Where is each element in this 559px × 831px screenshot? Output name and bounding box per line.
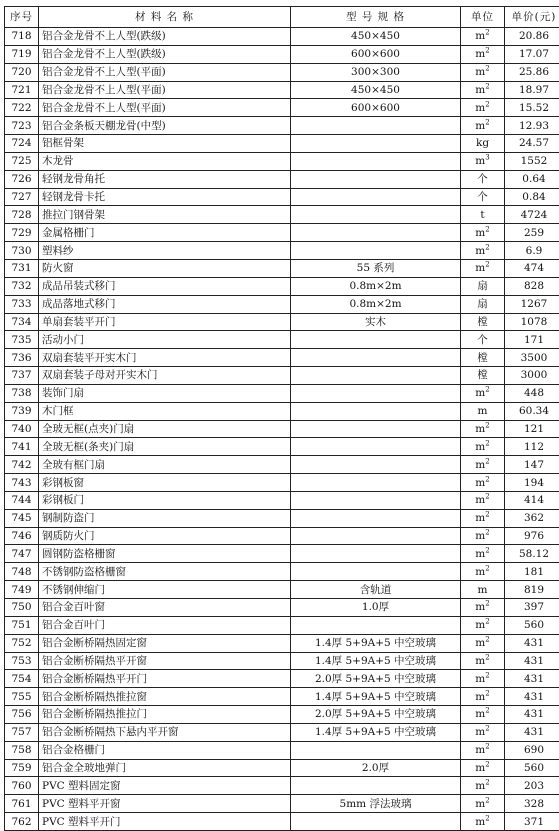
spec-cell	[291, 242, 461, 260]
unit-cell: 扇	[461, 277, 505, 295]
unit-cell: 樘	[461, 313, 505, 331]
unit-cell: 樘	[461, 367, 505, 385]
unit-price-cell: 828	[505, 277, 559, 295]
spec-cell: 5mm 浮法玻璃	[291, 795, 461, 813]
unit-price-cell: 20.86	[505, 28, 559, 46]
unit-price-cell: 448	[505, 384, 559, 402]
material-name-cell: 铝合金断桥隔热平开窗	[39, 652, 291, 670]
spec-cell	[291, 135, 461, 153]
row-number-cell: 754	[5, 670, 39, 688]
row-number-cell: 749	[5, 581, 39, 599]
material-name-cell: 全玻无框(点夹)门扇	[39, 420, 291, 438]
table-row	[5, 723, 559, 741]
table-row	[5, 509, 559, 527]
spec-cell: 1.4厚 5+9A+5 中空玻璃	[291, 652, 461, 670]
material-name-cell: 铝合金断桥隔热平开门	[39, 670, 291, 688]
unit-cell: $m^2$	[461, 456, 505, 474]
unit-cell: $m^2$	[461, 45, 505, 63]
unit-price-cell: 194	[505, 474, 559, 492]
unit-cell: $m^2$	[461, 259, 505, 277]
spec-cell	[291, 206, 461, 224]
material-name-cell: 推拉门钢骨架	[39, 206, 291, 224]
spec-cell	[291, 545, 461, 563]
material-name-cell: 铝合金全玻地弹门	[39, 759, 291, 777]
row-number-cell: 723	[5, 117, 39, 135]
table-row	[5, 634, 559, 652]
unit-price-cell: 1552	[505, 152, 559, 170]
unit-price-cell: 431	[505, 652, 559, 670]
spec-cell	[291, 367, 461, 385]
spec-cell	[291, 741, 461, 759]
header-price: 单价(元)	[505, 7, 559, 28]
unit-price-cell: 371	[505, 813, 559, 831]
unit-cell: $m^2$	[461, 527, 505, 545]
material-name-cell: 单扇套装平开门	[39, 313, 291, 331]
material-name-cell: 铝合金断桥隔热固定窗	[39, 634, 291, 652]
header-name: 材 料 名 称	[39, 7, 291, 28]
material-name-cell: 铝合金龙骨不上人型(平面)	[39, 81, 291, 99]
unit-cell: 个	[461, 331, 505, 349]
table-row	[5, 117, 559, 135]
unit-price-cell: 24.57	[505, 135, 559, 153]
material-name-cell: 金属格栅门	[39, 224, 291, 242]
unit-price-cell: 60.34	[505, 402, 559, 420]
spec-cell	[291, 438, 461, 456]
table-row	[5, 420, 559, 438]
unit-price-cell: 181	[505, 563, 559, 581]
table-row	[5, 652, 559, 670]
unit-price-cell: 58.12	[505, 545, 559, 563]
material-name-cell: 双扇套装子母对开实木门	[39, 367, 291, 385]
unit-cell: $m^2$	[461, 28, 505, 46]
header-spec: 型 号 规 格	[291, 7, 461, 28]
unit-price-cell: 147	[505, 456, 559, 474]
spec-cell: 600×600	[291, 45, 461, 63]
material-name-cell: 铝合金龙骨不上人型(平面)	[39, 63, 291, 81]
unit-price-cell: 1078	[505, 313, 559, 331]
table-row	[5, 242, 559, 260]
spec-cell	[291, 152, 461, 170]
spec-cell	[291, 420, 461, 438]
row-number-cell: 720	[5, 63, 39, 81]
table-row	[5, 813, 559, 831]
spec-cell: 450×450	[291, 81, 461, 99]
material-name-cell: 木龙骨	[39, 152, 291, 170]
unit-cell: $m^2$	[461, 384, 505, 402]
row-number-cell: 740	[5, 420, 39, 438]
unit-cell: $m^2$	[461, 741, 505, 759]
row-number-cell: 721	[5, 81, 39, 99]
table-row	[5, 670, 559, 688]
unit-cell: $m^2$	[461, 563, 505, 581]
material-name-cell: PVC 塑料平开窗	[39, 795, 291, 813]
unit-cell: 扇	[461, 295, 505, 313]
unit-price-cell: 3500	[505, 349, 559, 367]
unit-cell: $m^2$	[461, 706, 505, 724]
spec-cell	[291, 188, 461, 206]
row-number-cell: 747	[5, 545, 39, 563]
unit-price-cell: 17.07	[505, 45, 559, 63]
row-number-cell: 758	[5, 741, 39, 759]
material-name-cell: 装饰门扇	[39, 384, 291, 402]
unit-cell: $m^2$	[461, 224, 505, 242]
row-number-cell: 752	[5, 634, 39, 652]
unit-cell: $m^2$	[461, 777, 505, 795]
table-row	[5, 741, 559, 759]
spec-cell	[291, 491, 461, 509]
unit-cell: $m^2$	[461, 242, 505, 260]
spec-cell	[291, 616, 461, 634]
material-name-cell: 铝合金断桥隔热下悬内平开窗	[39, 723, 291, 741]
unit-cell: $m^2$	[461, 634, 505, 652]
unit-price-cell: 560	[505, 759, 559, 777]
material-name-cell: 轻钢龙骨卡托	[39, 188, 291, 206]
row-number-cell: 738	[5, 384, 39, 402]
row-number-cell: 739	[5, 402, 39, 420]
unit-price-cell: 171	[505, 331, 559, 349]
table-row	[5, 491, 559, 509]
unit-price-cell: 328	[505, 795, 559, 813]
unit-price-cell: 121	[505, 420, 559, 438]
unit-cell: $m^2$	[461, 759, 505, 777]
row-number-cell: 757	[5, 723, 39, 741]
table-header	[5, 7, 559, 28]
unit-cell: $m^2$	[461, 420, 505, 438]
spec-cell	[291, 474, 461, 492]
row-number-cell: 742	[5, 456, 39, 474]
spec-cell: 1.4厚 5+9A+5 中空玻璃	[291, 688, 461, 706]
spec-cell: 1.0厚	[291, 599, 461, 617]
table-row	[5, 206, 559, 224]
material-name-cell: 铝框骨架	[39, 135, 291, 153]
material-name-cell: 钢制防盗门	[39, 509, 291, 527]
material-name-cell: 铝合金龙骨不上人型(跌级)	[39, 28, 291, 46]
table-row	[5, 759, 559, 777]
material-name-cell: 彩钢板门	[39, 491, 291, 509]
spec-cell	[291, 402, 461, 420]
row-number-cell: 736	[5, 349, 39, 367]
material-name-cell: 不锈钢防盗格栅窗	[39, 563, 291, 581]
row-number-cell: 725	[5, 152, 39, 170]
unit-price-cell: 15.52	[505, 99, 559, 117]
unit-price-cell: 3000	[505, 367, 559, 385]
table-row	[5, 135, 559, 153]
row-number-cell: 732	[5, 277, 39, 295]
row-number-cell: 746	[5, 527, 39, 545]
table-row	[5, 706, 559, 724]
material-name-cell: 彩钢板窗	[39, 474, 291, 492]
unit-cell: m	[461, 402, 505, 420]
spec-cell: 2.0厚 5+9A+5 中空玻璃	[291, 670, 461, 688]
material-name-cell: 不锈钢伸缩门	[39, 581, 291, 599]
unit-price-cell: 414	[505, 491, 559, 509]
unit-price-cell: 112	[505, 438, 559, 456]
unit-price-cell: 1267	[505, 295, 559, 313]
row-number-cell: 762	[5, 813, 39, 831]
table-row	[5, 259, 559, 277]
table-row	[5, 349, 559, 367]
table-row	[5, 224, 559, 242]
row-number-cell: 737	[5, 367, 39, 385]
table-row	[5, 28, 559, 46]
spec-cell: 1.4厚 5+9A+5 中空玻璃	[291, 723, 461, 741]
table-row	[5, 527, 559, 545]
material-name-cell: 全玻有框门扇	[39, 456, 291, 474]
material-name-cell: 铝合金断桥隔热推拉门	[39, 706, 291, 724]
unit-cell: $m^2$	[461, 813, 505, 831]
unit-cell: $m^2$	[461, 652, 505, 670]
row-number-cell: 741	[5, 438, 39, 456]
spec-cell	[291, 331, 461, 349]
unit-price-cell: 431	[505, 688, 559, 706]
unit-price-cell: 819	[505, 581, 559, 599]
material-name-cell: 铝合金百叶门	[39, 616, 291, 634]
unit-price-cell: 4724	[505, 206, 559, 224]
unit-price-cell: 431	[505, 634, 559, 652]
unit-price-cell: 0.84	[505, 188, 559, 206]
row-number-cell: 729	[5, 224, 39, 242]
spec-cell: 600×600	[291, 99, 461, 117]
unit-cell: $m^2$	[461, 688, 505, 706]
table-row	[5, 63, 559, 81]
unit-price-cell: 25.86	[505, 63, 559, 81]
unit-cell: $m^2$	[461, 545, 505, 563]
unit-price-cell: 203	[505, 777, 559, 795]
unit-cell: $m^2$	[461, 670, 505, 688]
unit-price-cell: 0.64	[505, 170, 559, 188]
unit-price-cell: 397	[505, 599, 559, 617]
table-row	[5, 402, 559, 420]
material-name-cell: 铝合金格栅门	[39, 741, 291, 759]
material-name-cell: 双扇套装平开实木门	[39, 349, 291, 367]
unit-cell: $m^2$	[461, 491, 505, 509]
spec-cell	[291, 456, 461, 474]
table-row	[5, 152, 559, 170]
table-row	[5, 456, 559, 474]
spec-cell: 450×450	[291, 28, 461, 46]
material-name-cell: 铝合金条板天棚龙骨(中型)	[39, 117, 291, 135]
table-row	[5, 277, 559, 295]
unit-cell: $m^2$	[461, 723, 505, 741]
spec-cell: 含轨道	[291, 581, 461, 599]
row-number-cell: 733	[5, 295, 39, 313]
row-number-cell: 731	[5, 259, 39, 277]
material-price-table	[4, 6, 559, 831]
unit-cell: $m^2$	[461, 616, 505, 634]
row-number-cell: 759	[5, 759, 39, 777]
unit-cell: $m^2$	[461, 99, 505, 117]
row-number-cell: 724	[5, 135, 39, 153]
header-row	[5, 7, 559, 28]
table-row	[5, 384, 559, 402]
material-name-cell: 防火窗	[39, 259, 291, 277]
table-row	[5, 581, 559, 599]
spec-cell	[291, 117, 461, 135]
table-row	[5, 438, 559, 456]
table-row	[5, 99, 559, 117]
material-name-cell: PVC 塑料平开门	[39, 813, 291, 831]
unit-cell: 个	[461, 170, 505, 188]
material-name-cell: 木门框	[39, 402, 291, 420]
unit-cell: $m^2$	[461, 474, 505, 492]
row-number-cell: 760	[5, 777, 39, 795]
unit-price-cell: 560	[505, 616, 559, 634]
material-name-cell: 圆钢防盗格栅窗	[39, 545, 291, 563]
unit-price-cell: 431	[505, 706, 559, 724]
material-name-cell: 全玻无框(条夹)门扇	[39, 438, 291, 456]
table-row	[5, 81, 559, 99]
unit-price-cell: 259	[505, 224, 559, 242]
table-row	[5, 545, 559, 563]
spec-cell: 300×300	[291, 63, 461, 81]
table-row	[5, 331, 559, 349]
spec-cell	[291, 170, 461, 188]
row-number-cell: 718	[5, 28, 39, 46]
table-row	[5, 170, 559, 188]
row-number-cell: 756	[5, 706, 39, 724]
material-name-cell: 轻钢龙骨角托	[39, 170, 291, 188]
spec-cell	[291, 527, 461, 545]
unit-price-cell: 18.97	[505, 81, 559, 99]
table-row	[5, 45, 559, 63]
spec-cell: 55 系列	[291, 259, 461, 277]
spec-cell	[291, 384, 461, 402]
spec-cell: 0.8m×2m	[291, 277, 461, 295]
unit-cell: $m^3$	[461, 152, 505, 170]
material-name-cell: 活动小门	[39, 331, 291, 349]
row-number-cell: 761	[5, 795, 39, 813]
row-number-cell: 726	[5, 170, 39, 188]
spec-cell	[291, 349, 461, 367]
row-number-cell: 735	[5, 331, 39, 349]
unit-price-cell: 431	[505, 723, 559, 741]
row-number-cell: 744	[5, 491, 39, 509]
row-number-cell: 745	[5, 509, 39, 527]
spec-cell	[291, 777, 461, 795]
material-name-cell: 铝合金百叶窗	[39, 599, 291, 617]
row-number-cell: 728	[5, 206, 39, 224]
row-number-cell: 727	[5, 188, 39, 206]
unit-cell: $m^2$	[461, 81, 505, 99]
table-row	[5, 188, 559, 206]
row-number-cell: 719	[5, 45, 39, 63]
table-row	[5, 777, 559, 795]
material-name-cell: 铝合金断桥隔热推拉窗	[39, 688, 291, 706]
unit-cell: $m^2$	[461, 599, 505, 617]
table-row	[5, 616, 559, 634]
table-row	[5, 563, 559, 581]
spec-cell: 实木	[291, 313, 461, 331]
material-name-cell: 铝合金龙骨不上人型(平面)	[39, 99, 291, 117]
unit-cell: kg	[461, 135, 505, 153]
material-name-cell: 成品吊装式移门	[39, 277, 291, 295]
row-number-cell: 743	[5, 474, 39, 492]
material-name-cell: 钢质防火门	[39, 527, 291, 545]
spec-cell: 2.0厚	[291, 759, 461, 777]
row-number-cell: 751	[5, 616, 39, 634]
table-row	[5, 474, 559, 492]
spec-cell	[291, 563, 461, 581]
unit-price-cell: 431	[505, 670, 559, 688]
row-number-cell: 755	[5, 688, 39, 706]
unit-cell: $m^2$	[461, 509, 505, 527]
header-no: 序号	[5, 7, 39, 28]
spec-cell: 2.0厚 5+9A+5 中空玻璃	[291, 706, 461, 724]
table-row	[5, 795, 559, 813]
spec-cell	[291, 224, 461, 242]
unit-price-cell: 362	[505, 509, 559, 527]
material-name-cell: 塑料纱	[39, 242, 291, 260]
table-row	[5, 295, 559, 313]
material-name-cell: PVC 塑料固定窗	[39, 777, 291, 795]
unit-cell: m	[461, 581, 505, 599]
table-row	[5, 599, 559, 617]
table-row	[5, 688, 559, 706]
row-number-cell: 748	[5, 563, 39, 581]
table-row	[5, 367, 559, 385]
spec-cell	[291, 509, 461, 527]
unit-price-cell: 474	[505, 259, 559, 277]
unit-cell: $m^2$	[461, 438, 505, 456]
row-number-cell: 753	[5, 652, 39, 670]
unit-cell: 樘	[461, 349, 505, 367]
unit-price-cell: 12.93	[505, 117, 559, 135]
row-number-cell: 730	[5, 242, 39, 260]
row-number-cell: 750	[5, 599, 39, 617]
row-number-cell: 734	[5, 313, 39, 331]
row-number-cell: 722	[5, 99, 39, 117]
unit-price-cell: 690	[505, 741, 559, 759]
spec-cell: 1.4厚 5+9A+5 中空玻璃	[291, 634, 461, 652]
unit-price-cell: 6.9	[505, 242, 559, 260]
unit-cell: 个	[461, 188, 505, 206]
unit-cell: t	[461, 206, 505, 224]
spec-cell	[291, 813, 461, 831]
unit-price-cell: 976	[505, 527, 559, 545]
unit-cell: $m^2$	[461, 63, 505, 81]
spec-cell: 0.8m×2m	[291, 295, 461, 313]
header-unit: 单位	[461, 7, 505, 28]
unit-cell: $m^2$	[461, 117, 505, 135]
table-body	[5, 28, 559, 831]
material-name-cell: 铝合金龙骨不上人型(跌级)	[39, 45, 291, 63]
table-row	[5, 313, 559, 331]
unit-cell: $m^2$	[461, 795, 505, 813]
material-name-cell: 成品落地式移门	[39, 295, 291, 313]
